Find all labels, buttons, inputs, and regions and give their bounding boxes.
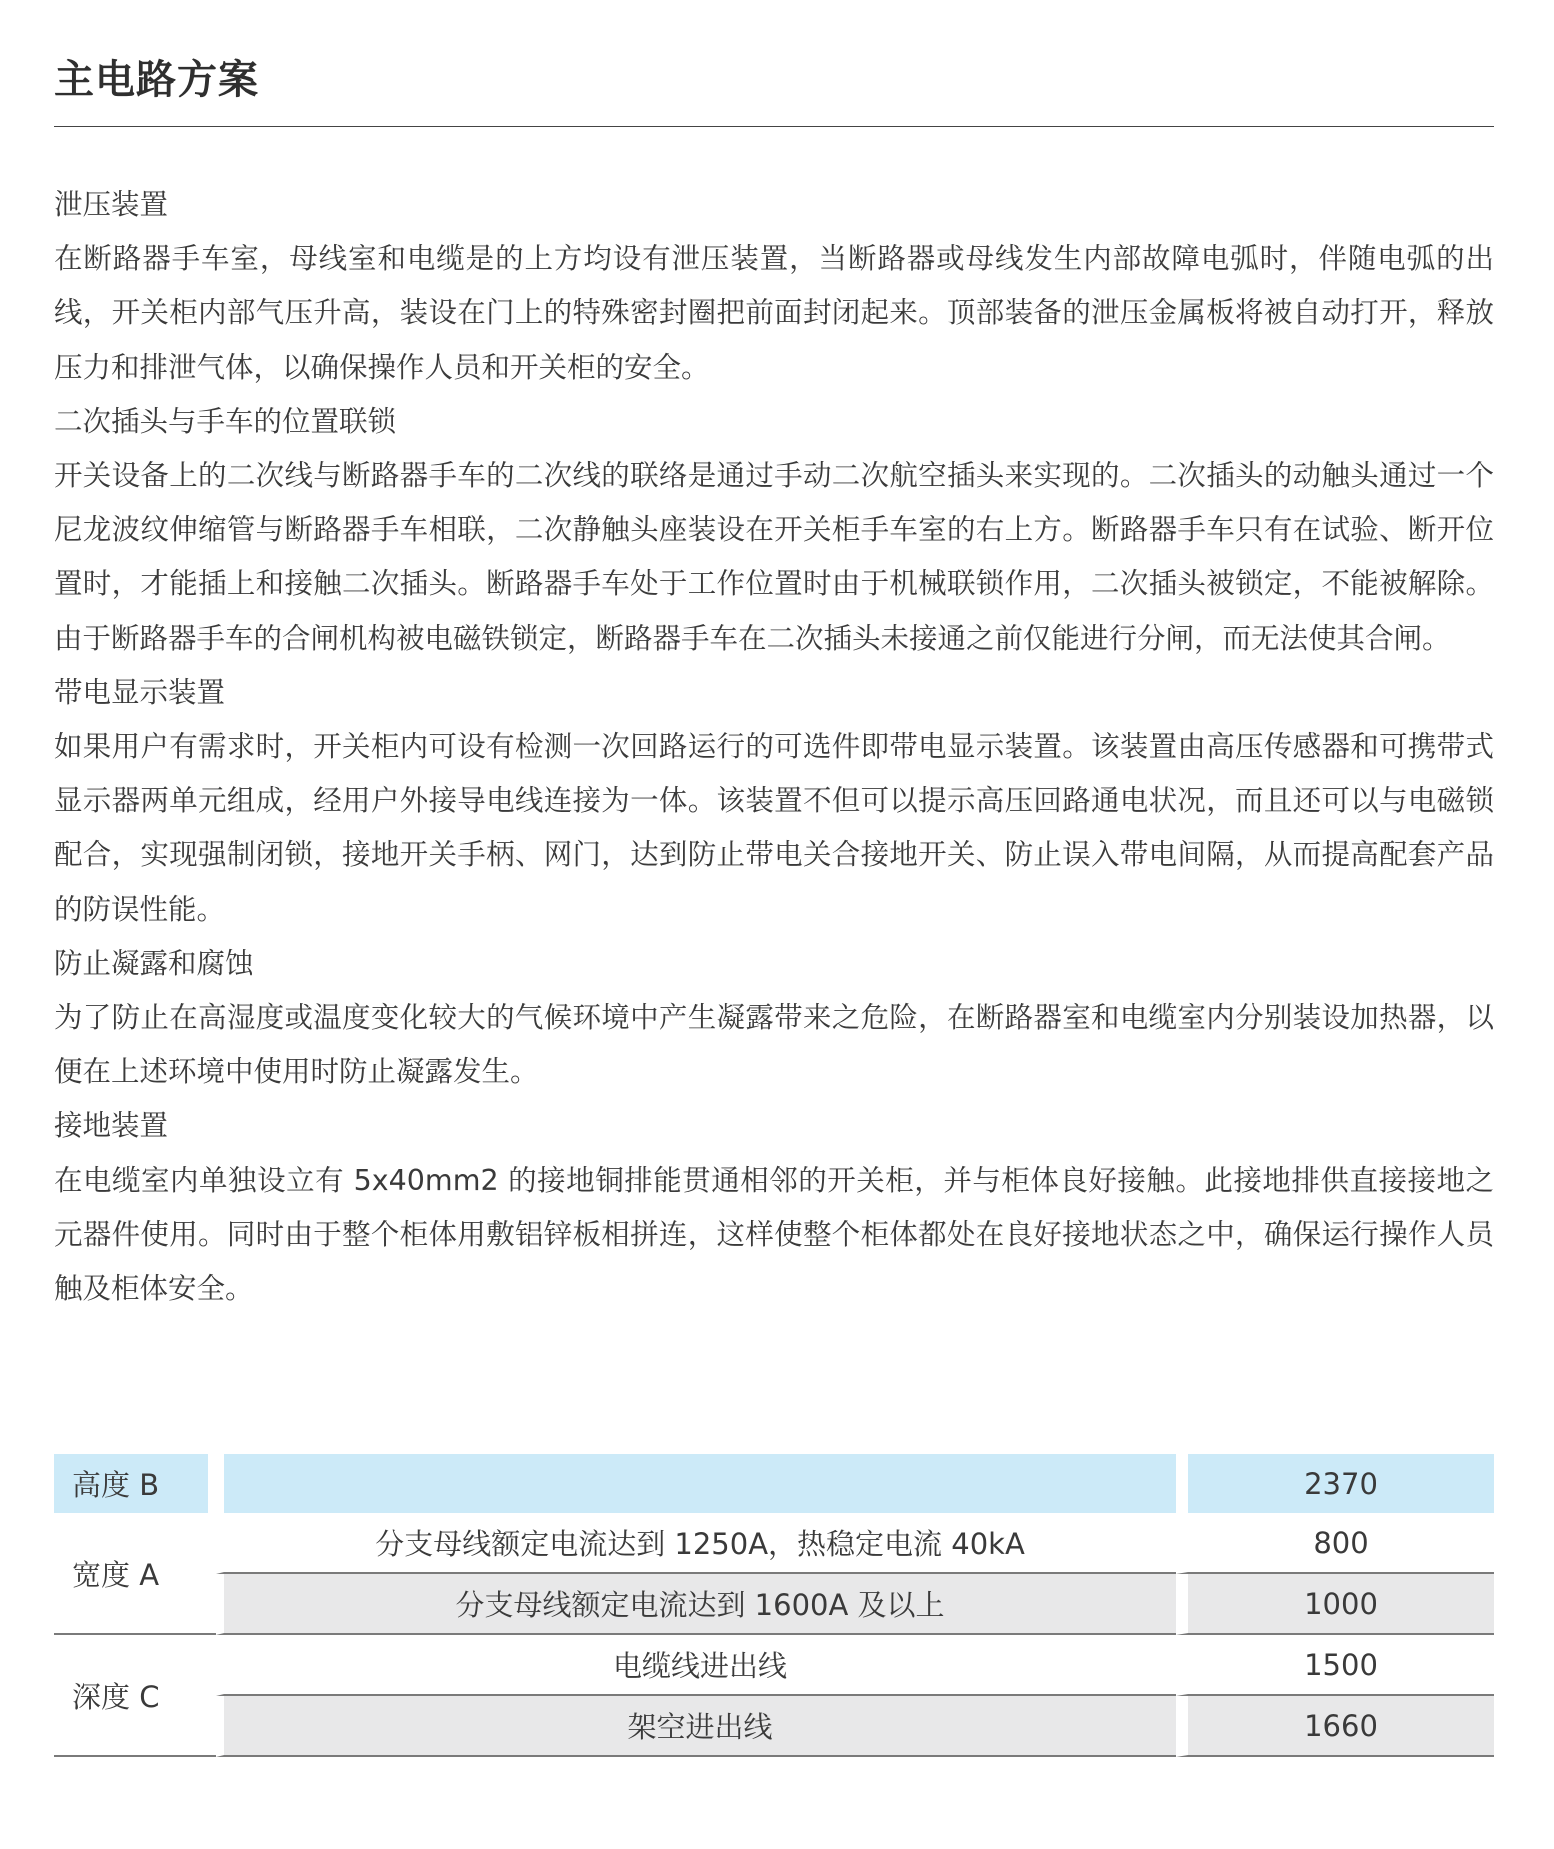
- section-heading: 防止凝露和腐蚀: [54, 946, 254, 980]
- section-heading: 带电显示装置: [54, 675, 226, 709]
- dimensions-table: [54, 1454, 1494, 1757]
- width-description-2: 分支母线额定电流达到 1600A 及以上: [216, 1574, 1176, 1635]
- section-heading: 二次插头与手车的位置联锁: [54, 404, 397, 438]
- section-heading: 泄压装置: [54, 188, 169, 221]
- width-value-1: 800: [1176, 1513, 1494, 1574]
- depth-value-1: 1500: [1176, 1635, 1494, 1696]
- table-row-height: [54, 1454, 1494, 1513]
- width-value-2: 1000: [1176, 1574, 1494, 1635]
- width-description-1: 分支母线额定电流达到 1250A，热稳定电流 40kA: [216, 1513, 1176, 1574]
- width-label: 宽度 A: [54, 1513, 216, 1635]
- title-divider: [54, 126, 1494, 127]
- section-paragraph: 如果用户有需求时，开关柜内可设有检测一次回路运行的可选件即带电显示装置。该装置由高压传感器和可携带式显示器两单元组成，经用户外接导电线连接为一体。该装置不但可以提示高压回路通电状况，而且还可以与电磁锁配合，实现强制闭锁，接地开关手柄、网门，达到防止带电关合接地开关、防止误入带电间隔，从而提高配套产品的防误性能。: [54, 730, 1494, 926]
- section-paragraph: 在断路器手车室，母线室和电缆是的上方均设有泄压装置，当断路器或母线发生内部故障电弧时，伴随电弧的出线，开关柜内部气压升高，装设在门上的特殊密封圈把前面封闭起来。顶部装备的泄压金属板将被自动打开，释放压力和排泄气体，以确保操作人员和开关柜的安全。: [54, 242, 1494, 384]
- section-paragraph: 开关设备上的二次线与断路器手车的二次线的联络是通过手动二次航空插头来实现的。二次插头的动触头通过一个尼龙波纹伸缩管与断路器手车相联，二次静触头座装设在开关柜手车室的右上方。断路器手车只有在试验、断开位置时，才能插上和接触二次插头。断路器手车处于工作位置时由于机械联锁作用，二次插头被锁定，不能被解除。由于断路器手车的合闸机构被电磁铁锁定，断路器手车在二次插头未接通之前仅能进行分闸，而无法使其合闸。: [54, 459, 1494, 655]
- height-label: 高度 B: [54, 1454, 216, 1513]
- table-row-depth-1: [54, 1635, 1494, 1696]
- section-condensation-prevention: [54, 937, 1494, 1100]
- page-title: 主电路方案: [54, 57, 259, 103]
- depth-description-1: 电缆线进出线: [216, 1635, 1176, 1696]
- table-row-width-1: [54, 1513, 1494, 1574]
- section-grounding: [54, 1099, 1494, 1316]
- section-paragraph: 为了防止在高湿度或温度变化较大的气候环境中产生凝露带来之危险，在断路器室和电缆室内分别装设加热器，以便在上述环境中使用时防止凝露发生。: [54, 1001, 1494, 1089]
- section-live-display: [54, 666, 1494, 937]
- height-value: 2370: [1176, 1454, 1494, 1513]
- section-secondary-plug-interlock: [54, 395, 1494, 666]
- body-sections: [54, 178, 1494, 1316]
- table-row-depth-2: [54, 1696, 1494, 1757]
- height-description: [216, 1454, 1176, 1513]
- depth-value-2: 1660: [1176, 1696, 1494, 1757]
- depth-description-2: 架空进出线: [216, 1696, 1176, 1757]
- section-paragraph: 在电缆室内单独设立有 5x40mm2 的接地铜排能贯通相邻的开关柜，并与柜体良好接触。此接地排供直接接地之元器件使用。同时由于整个柜体用敷铝锌板相拼连，这样使整个柜体都处在良好接地状态之中，确保运行操作人员触及柜体安全。: [54, 1163, 1494, 1306]
- section-pressure-relief: [54, 178, 1494, 395]
- table-row-width-2: [54, 1574, 1494, 1635]
- depth-label: 深度 C: [54, 1635, 216, 1757]
- section-heading: 接地装置: [54, 1109, 169, 1143]
